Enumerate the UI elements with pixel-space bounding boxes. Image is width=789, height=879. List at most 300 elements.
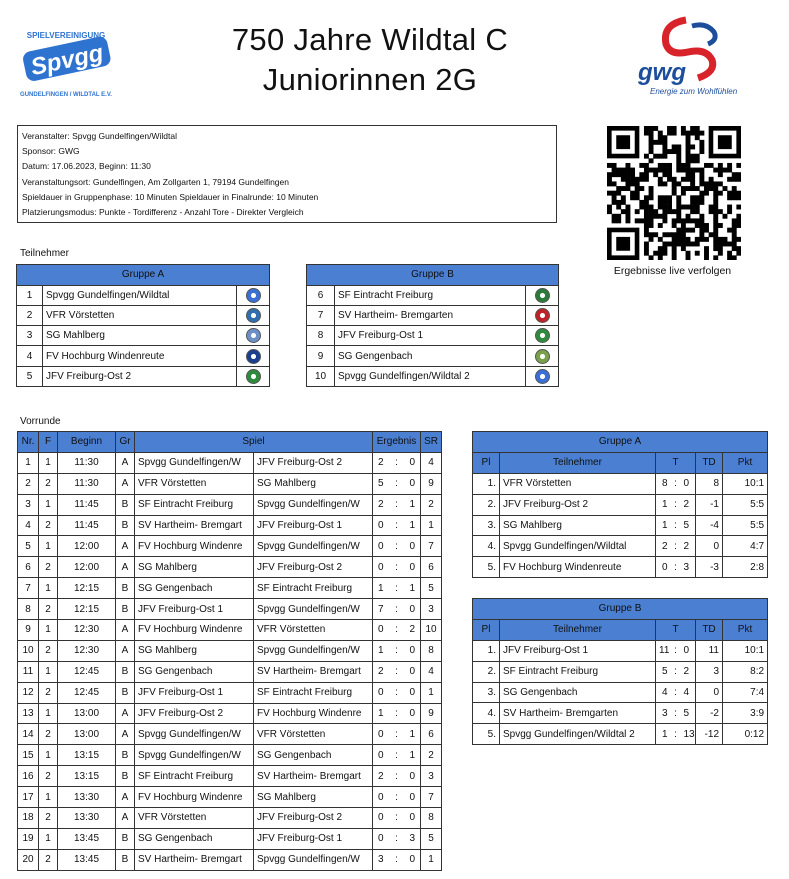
standings-points: 10:1	[723, 640, 768, 661]
col-f: F	[39, 432, 58, 453]
match-number: 8	[18, 599, 39, 620]
participant-name: JFV Freiburg-Ost 1	[335, 326, 526, 346]
participant-row	[17, 366, 270, 386]
match-away-goals: 0	[405, 787, 421, 808]
match-group: B	[116, 682, 135, 703]
match-home-team: SG Gengenbach	[135, 578, 254, 599]
match-row	[18, 724, 442, 745]
match-home-team: FV Hochburg Windenre	[135, 620, 254, 641]
standings-points: 4:7	[723, 536, 768, 557]
match-home-goals: 0	[373, 515, 389, 536]
match-row	[18, 640, 442, 661]
match-row	[18, 557, 442, 578]
match-away-goals: 1	[405, 724, 421, 745]
match-group: A	[116, 703, 135, 724]
match-start-time: 11:30	[58, 452, 116, 473]
match-score-separator: :	[389, 473, 405, 494]
match-group: B	[116, 578, 135, 599]
club-crest-icon	[535, 288, 550, 303]
standings-row	[473, 494, 768, 515]
match-number: 17	[18, 787, 39, 808]
match-score-separator: :	[389, 828, 405, 849]
match-home-team: JFV Freiburg-Ost 1	[135, 682, 254, 703]
match-group: A	[116, 787, 135, 808]
standings-goal-diff: 0	[696, 682, 723, 703]
standings-points: 5:5	[723, 494, 768, 515]
match-away-goals: 0	[405, 452, 421, 473]
match-row	[18, 849, 442, 870]
match-away-goals: 0	[405, 808, 421, 829]
match-away-team: JFV Freiburg-Ost 2	[254, 557, 373, 578]
match-group: B	[116, 515, 135, 536]
match-group: A	[116, 808, 135, 829]
match-referee: 7	[421, 787, 442, 808]
participant-name: SG Gengenbach	[335, 346, 526, 366]
match-away-team: SV Hartheim- Bremgart	[254, 661, 373, 682]
participant-name: FV Hochburg Windenreute	[43, 346, 237, 366]
match-away-goals: 0	[405, 640, 421, 661]
match-score-separator: :	[389, 808, 405, 829]
match-score-separator: :	[389, 703, 405, 724]
match-home-goals: 7	[373, 599, 389, 620]
match-home-goals: 0	[373, 787, 389, 808]
match-number: 20	[18, 849, 39, 870]
match-group: A	[116, 557, 135, 578]
match-score-separator: :	[389, 661, 405, 682]
standings-goals-against: 2	[681, 536, 696, 557]
match-score-separator: :	[389, 849, 405, 870]
standings-a-col-td: TD	[696, 452, 723, 473]
standings-b-col-t: T	[656, 619, 696, 640]
standings-goals-for: 1	[656, 724, 671, 745]
match-start-time: 12:30	[58, 620, 116, 641]
standings-place: 2.	[473, 494, 500, 515]
match-row	[18, 620, 442, 641]
participant-crest-cell	[237, 366, 270, 386]
standings-goal-diff: -4	[696, 515, 723, 536]
club-crest-icon	[535, 328, 550, 343]
match-group: B	[116, 828, 135, 849]
match-start-time: 13:30	[58, 808, 116, 829]
match-field: 1	[39, 787, 58, 808]
match-home-team: SG Gengenbach	[135, 828, 254, 849]
standings-goals-against: 0	[681, 640, 696, 661]
match-row	[18, 703, 442, 724]
standings-place: 3.	[473, 515, 500, 536]
match-home-goals: 1	[373, 578, 389, 599]
match-home-goals: 0	[373, 620, 389, 641]
match-home-goals: 0	[373, 682, 389, 703]
match-referee: 9	[421, 703, 442, 724]
match-group: A	[116, 724, 135, 745]
match-field: 2	[39, 849, 58, 870]
match-field: 2	[39, 682, 58, 703]
match-referee: 6	[421, 724, 442, 745]
match-row	[18, 661, 442, 682]
standings-goals-against: 5	[681, 703, 696, 724]
match-start-time: 13:45	[58, 849, 116, 870]
match-score-separator: :	[389, 557, 405, 578]
match-away-goals: 0	[405, 661, 421, 682]
col-nr: Nr.	[18, 432, 39, 453]
match-away-team: VFR Vörstetten	[254, 620, 373, 641]
match-score-separator: :	[389, 536, 405, 557]
match-referee: 2	[421, 745, 442, 766]
match-away-goals: 0	[405, 557, 421, 578]
match-field: 1	[39, 536, 58, 557]
match-row	[18, 494, 442, 515]
match-home-team: SF Eintracht Freiburg	[135, 766, 254, 787]
standings-row	[473, 724, 768, 745]
standings-goals-against: 0	[681, 473, 696, 494]
standings-points: 8:2	[723, 661, 768, 682]
match-number: 4	[18, 515, 39, 536]
standings-team: Spvgg Gundelfingen/Wildtal 2	[500, 724, 656, 745]
standings-goals-separator: :	[671, 473, 681, 494]
standings-row	[473, 703, 768, 724]
match-field: 2	[39, 515, 58, 536]
standings-a-col-teilnehmer: Teilnehmer	[500, 452, 656, 473]
logo-arc-text-top: SPIELVEREINIGUNG	[26, 31, 106, 40]
info-line-date: Datum: 17.06.2023, Beginn: 11:30	[22, 161, 151, 172]
participant-row	[17, 306, 270, 326]
match-score-separator: :	[389, 494, 405, 515]
standings-points: 7:4	[723, 682, 768, 703]
match-away-goals: 0	[405, 473, 421, 494]
match-field: 1	[39, 661, 58, 682]
participant-row	[17, 326, 270, 346]
standings-goals-separator: :	[671, 536, 681, 557]
match-score-separator: :	[389, 787, 405, 808]
match-group: B	[116, 661, 135, 682]
match-away-team: SF Eintracht Freiburg	[254, 682, 373, 703]
participant-number: 10	[307, 366, 335, 386]
match-referee: 1	[421, 682, 442, 703]
match-away-goals: 0	[405, 703, 421, 724]
standings-place: 2.	[473, 661, 500, 682]
logo-main-text: Spvgg	[28, 39, 106, 82]
standings-points: 2:8	[723, 557, 768, 578]
match-referee: 2	[421, 494, 442, 515]
teilnehmer-label: Teilnehmer	[20, 248, 69, 259]
match-number: 3	[18, 494, 39, 515]
match-group: B	[116, 494, 135, 515]
event-info-box	[17, 125, 557, 223]
standings-place: 3.	[473, 682, 500, 703]
match-away-goals: 0	[405, 849, 421, 870]
standings-place: 5.	[473, 557, 500, 578]
standings-points: 0:12	[723, 724, 768, 745]
standings-group-b-table	[472, 598, 768, 745]
match-away-goals: 1	[405, 494, 421, 515]
match-row	[18, 766, 442, 787]
col-gr: Gr	[116, 432, 135, 453]
match-home-goals: 3	[373, 849, 389, 870]
group-a-title: Gruppe A	[17, 265, 270, 286]
club-crest-icon	[246, 369, 261, 384]
match-score-separator: :	[389, 452, 405, 473]
match-score-separator: :	[389, 599, 405, 620]
match-group: A	[116, 640, 135, 661]
match-away-goals: 1	[405, 515, 421, 536]
match-score-separator: :	[389, 578, 405, 599]
standings-b-col-pl: Pl	[473, 619, 500, 640]
gwg-tagline: Energie zum Wohlfühlen	[650, 87, 738, 96]
participant-name: Spvgg Gundelfingen/Wildtal 2	[335, 366, 526, 386]
match-home-goals: 1	[373, 703, 389, 724]
match-start-time: 12:45	[58, 682, 116, 703]
standings-goals-for: 4	[656, 682, 671, 703]
match-row	[18, 682, 442, 703]
match-away-team: VFR Vörstetten	[254, 724, 373, 745]
match-home-team: JFV Freiburg-Ost 2	[135, 703, 254, 724]
match-group: B	[116, 766, 135, 787]
participant-crest-cell	[237, 346, 270, 366]
match-group: A	[116, 452, 135, 473]
match-home-team: SF Eintracht Freiburg	[135, 494, 254, 515]
match-referee: 5	[421, 578, 442, 599]
participant-row	[307, 366, 559, 386]
col-spiel: Spiel	[135, 432, 373, 453]
standings-goals-separator: :	[671, 703, 681, 724]
match-away-team: Spvgg Gundelfingen/W	[254, 494, 373, 515]
match-away-team: JFV Freiburg-Ost 1	[254, 515, 373, 536]
standings-goals-for: 8	[656, 473, 671, 494]
match-row	[18, 599, 442, 620]
standings-goals-separator: :	[671, 515, 681, 536]
standings-goal-diff: 11	[696, 640, 723, 661]
match-field: 2	[39, 599, 58, 620]
participant-number: 8	[307, 326, 335, 346]
standings-goals-against: 13	[681, 724, 696, 745]
standings-group-a-table	[472, 431, 768, 578]
standings-row	[473, 682, 768, 703]
club-crest-icon	[246, 349, 261, 364]
standings-goal-diff: -1	[696, 494, 723, 515]
match-away-goals: 0	[405, 766, 421, 787]
gwg-logo	[628, 14, 758, 102]
match-home-goals: 0	[373, 745, 389, 766]
participant-crest-cell	[526, 346, 559, 366]
standings-row	[473, 557, 768, 578]
match-field: 1	[39, 578, 58, 599]
standings-row	[473, 515, 768, 536]
match-score-separator: :	[389, 640, 405, 661]
match-referee: 5	[421, 828, 442, 849]
standings-goals-for: 2	[656, 536, 671, 557]
match-home-team: Spvgg Gundelfingen/W	[135, 724, 254, 745]
club-crest-icon	[535, 308, 550, 323]
standings-team: FV Hochburg Windenreute	[500, 557, 656, 578]
match-number: 15	[18, 745, 39, 766]
match-start-time: 13:30	[58, 787, 116, 808]
match-number: 1	[18, 452, 39, 473]
participant-name: SG Mahlberg	[43, 326, 237, 346]
match-score-separator: :	[389, 515, 405, 536]
match-home-team: SV Hartheim- Bremgart	[135, 515, 254, 536]
standings-row	[473, 473, 768, 494]
participant-row	[307, 285, 559, 305]
group-a-participants-table	[16, 264, 270, 387]
info-line-sponsor: Sponsor: GWG	[22, 146, 80, 157]
match-number: 12	[18, 682, 39, 703]
match-row	[18, 452, 442, 473]
match-away-goals: 1	[405, 578, 421, 599]
match-home-team: VFR Vörstetten	[135, 808, 254, 829]
standings-row	[473, 640, 768, 661]
standings-place: 1.	[473, 640, 500, 661]
match-field: 1	[39, 452, 58, 473]
club-crest-icon	[246, 308, 261, 323]
match-home-team: JFV Freiburg-Ost 1	[135, 599, 254, 620]
participant-crest-cell	[237, 326, 270, 346]
match-home-goals: 1	[373, 640, 389, 661]
participant-crest-cell	[526, 285, 559, 305]
match-start-time: 12:45	[58, 661, 116, 682]
participant-number: 5	[17, 366, 43, 386]
standings-points: 10:1	[723, 473, 768, 494]
match-home-team: FV Hochburg Windenre	[135, 787, 254, 808]
standings-goal-diff: -2	[696, 703, 723, 724]
standings-points: 5:5	[723, 515, 768, 536]
match-row	[18, 578, 442, 599]
match-away-team: Spvgg Gundelfingen/W	[254, 849, 373, 870]
match-away-goals: 3	[405, 828, 421, 849]
standings-goals-for: 1	[656, 494, 671, 515]
match-home-goals: 0	[373, 808, 389, 829]
qr-caption: Ergebnisse live verfolgen	[613, 265, 732, 277]
match-away-goals: 2	[405, 620, 421, 641]
match-away-team: Spvgg Gundelfingen/W	[254, 536, 373, 557]
standings-a-col-pl: Pl	[473, 452, 500, 473]
match-referee: 8	[421, 640, 442, 661]
match-score-separator: :	[389, 745, 405, 766]
participant-row	[17, 346, 270, 366]
standings-b-title: Gruppe B	[473, 599, 768, 620]
match-score-separator: :	[389, 766, 405, 787]
standings-goal-diff: -3	[696, 557, 723, 578]
title-line-2: Juniorinnen 2G	[262, 62, 478, 97]
match-field: 2	[39, 473, 58, 494]
participant-number: 7	[307, 306, 335, 326]
participant-row	[17, 285, 270, 305]
standings-goal-diff: 3	[696, 661, 723, 682]
match-group: A	[116, 620, 135, 641]
match-start-time: 12:30	[58, 640, 116, 661]
match-referee: 7	[421, 536, 442, 557]
match-start-time: 13:15	[58, 745, 116, 766]
info-line-duration: Spieldauer in Gruppenphase: 10 Minuten Spieldauer in Finalrunde: 10 Minuten	[22, 191, 319, 202]
standings-b-col-pkt: Pkt	[723, 619, 768, 640]
standings-points: 3:9	[723, 703, 768, 724]
standings-goal-diff: 0	[696, 536, 723, 557]
participant-number: 2	[17, 306, 43, 326]
match-home-team: SV Hartheim- Bremgart	[135, 849, 254, 870]
match-referee: 6	[421, 557, 442, 578]
standings-goals-against: 4	[681, 682, 696, 703]
standings-goals-against: 2	[681, 661, 696, 682]
match-number: 11	[18, 661, 39, 682]
match-group: B	[116, 745, 135, 766]
match-away-team: SV Hartheim- Bremgart	[254, 766, 373, 787]
match-field: 2	[39, 766, 58, 787]
match-field: 2	[39, 557, 58, 578]
standings-goals-for: 11	[656, 640, 671, 661]
match-group: A	[116, 473, 135, 494]
match-away-goals: 0	[405, 536, 421, 557]
match-referee: 3	[421, 599, 442, 620]
match-score-separator: :	[389, 620, 405, 641]
match-number: 19	[18, 828, 39, 849]
standings-goals-separator: :	[671, 557, 681, 578]
participant-number: 9	[307, 346, 335, 366]
standings-b-col-teilnehmer: Teilnehmer	[500, 619, 656, 640]
match-home-team: SG Gengenbach	[135, 661, 254, 682]
col-ergebnis: Ergebnis	[373, 432, 421, 453]
match-start-time: 12:15	[58, 578, 116, 599]
match-start-time: 11:45	[58, 515, 116, 536]
participant-name: JFV Freiburg-Ost 2	[43, 366, 237, 386]
match-start-time: 12:15	[58, 599, 116, 620]
match-start-time: 13:00	[58, 724, 116, 745]
info-line-ranking-mode: Platzierungsmodus: Punkte - Tordifferenz - Anzahl Tore - Direkter Vergleich	[22, 207, 304, 218]
standings-team: SG Mahlberg	[500, 515, 656, 536]
standings-a-title: Gruppe A	[473, 432, 768, 453]
match-home-goals: 2	[373, 452, 389, 473]
match-start-time: 12:00	[58, 536, 116, 557]
match-field: 1	[39, 494, 58, 515]
group-b-title: Gruppe B	[307, 265, 559, 286]
participant-row	[307, 346, 559, 366]
col-beginn: Beginn	[58, 432, 116, 453]
match-home-team: SG Mahlberg	[135, 640, 254, 661]
match-referee: 1	[421, 849, 442, 870]
match-home-goals: 0	[373, 536, 389, 557]
match-number: 14	[18, 724, 39, 745]
standings-row	[473, 661, 768, 682]
standings-goals-for: 1	[656, 515, 671, 536]
match-referee: 8	[421, 808, 442, 829]
standings-team: JFV Freiburg-Ost 1	[500, 640, 656, 661]
page-title	[190, 20, 550, 100]
standings-row	[473, 536, 768, 557]
participant-crest-cell	[237, 285, 270, 305]
match-start-time: 11:45	[58, 494, 116, 515]
qr-code[interactable]	[607, 126, 741, 260]
match-field: 2	[39, 640, 58, 661]
match-away-team: SG Gengenbach	[254, 745, 373, 766]
standings-team: SG Gengenbach	[500, 682, 656, 703]
match-away-goals: 0	[405, 682, 421, 703]
participant-name: VFR Vörstetten	[43, 306, 237, 326]
match-away-team: Spvgg Gundelfingen/W	[254, 599, 373, 620]
standings-goals-against: 3	[681, 557, 696, 578]
match-away-team: SF Eintracht Freiburg	[254, 578, 373, 599]
match-away-team: SG Mahlberg	[254, 473, 373, 494]
match-home-team: Spvgg Gundelfingen/W	[135, 745, 254, 766]
vorrunde-table	[17, 431, 442, 871]
standings-goals-for: 3	[656, 703, 671, 724]
participant-name: SF Eintracht Freiburg	[335, 285, 526, 305]
match-away-team: JFV Freiburg-Ost 2	[254, 452, 373, 473]
match-row	[18, 745, 442, 766]
club-crest-icon	[535, 349, 550, 364]
standings-goals-separator: :	[671, 661, 681, 682]
match-start-time: 13:00	[58, 703, 116, 724]
participant-row	[307, 306, 559, 326]
standings-place: 4.	[473, 536, 500, 557]
match-row	[18, 808, 442, 829]
